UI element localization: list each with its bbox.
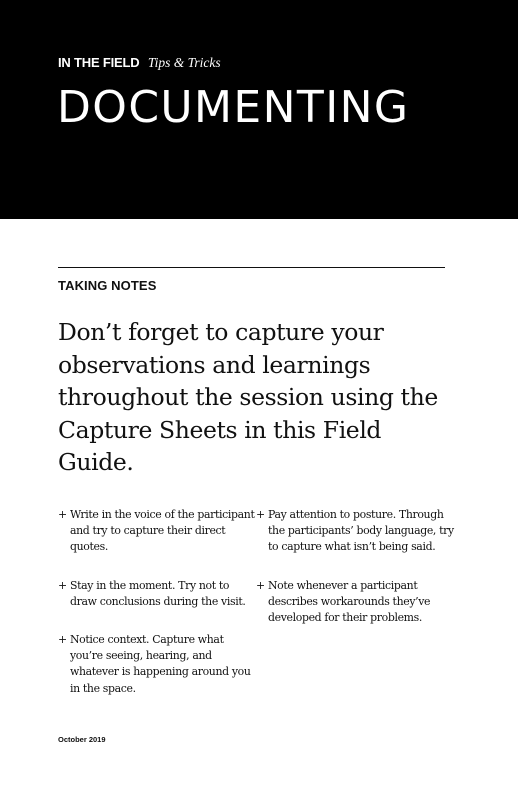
page-title: DOCUMENTING [57, 82, 410, 133]
kicker-subtitle: Tips & Tricks [147, 55, 221, 70]
list-item [256, 578, 456, 627]
header-banner [0, 0, 518, 219]
bullet-plus: + [58, 508, 67, 521]
list-item [58, 632, 258, 697]
tip-text: Notice context. Capture what you’re seeing, hearing, and whatever is happening around you in the space. [70, 633, 251, 695]
kicker-label: IN THE FIELD [58, 55, 140, 70]
list-item [256, 507, 456, 556]
tip-text: Stay in the moment. Try not to draw conclusions during the visit. [70, 578, 246, 608]
tips-list-right [256, 507, 456, 648]
lead-paragraph: Don’t forget to capture your observations and learnings throughout the session using the Capture Sheets in this Field Guide. [58, 318, 438, 476]
bullet-plus: + [256, 578, 265, 592]
tip-text: Note whenever a participant describes workarounds they’ve developed for their problems. [268, 578, 431, 625]
list-item [58, 507, 258, 556]
tips-list-left [58, 507, 258, 719]
list-item [58, 578, 258, 610]
tip-text: Write in the voice of the participant and try to capture their direct quotes. [70, 508, 255, 554]
footer-date: October 2019 [58, 735, 106, 744]
header-kicker [58, 54, 221, 72]
tip-text: Pay attention to posture. Through the participants’ body language, try to capture what isn’t being said. [268, 508, 454, 554]
section-divider [58, 267, 445, 268]
bullet-plus: + [256, 508, 265, 521]
bullet-plus: + [58, 578, 67, 592]
section-heading: TAKING NOTES [58, 278, 157, 293]
bullet-plus: + [58, 633, 67, 647]
